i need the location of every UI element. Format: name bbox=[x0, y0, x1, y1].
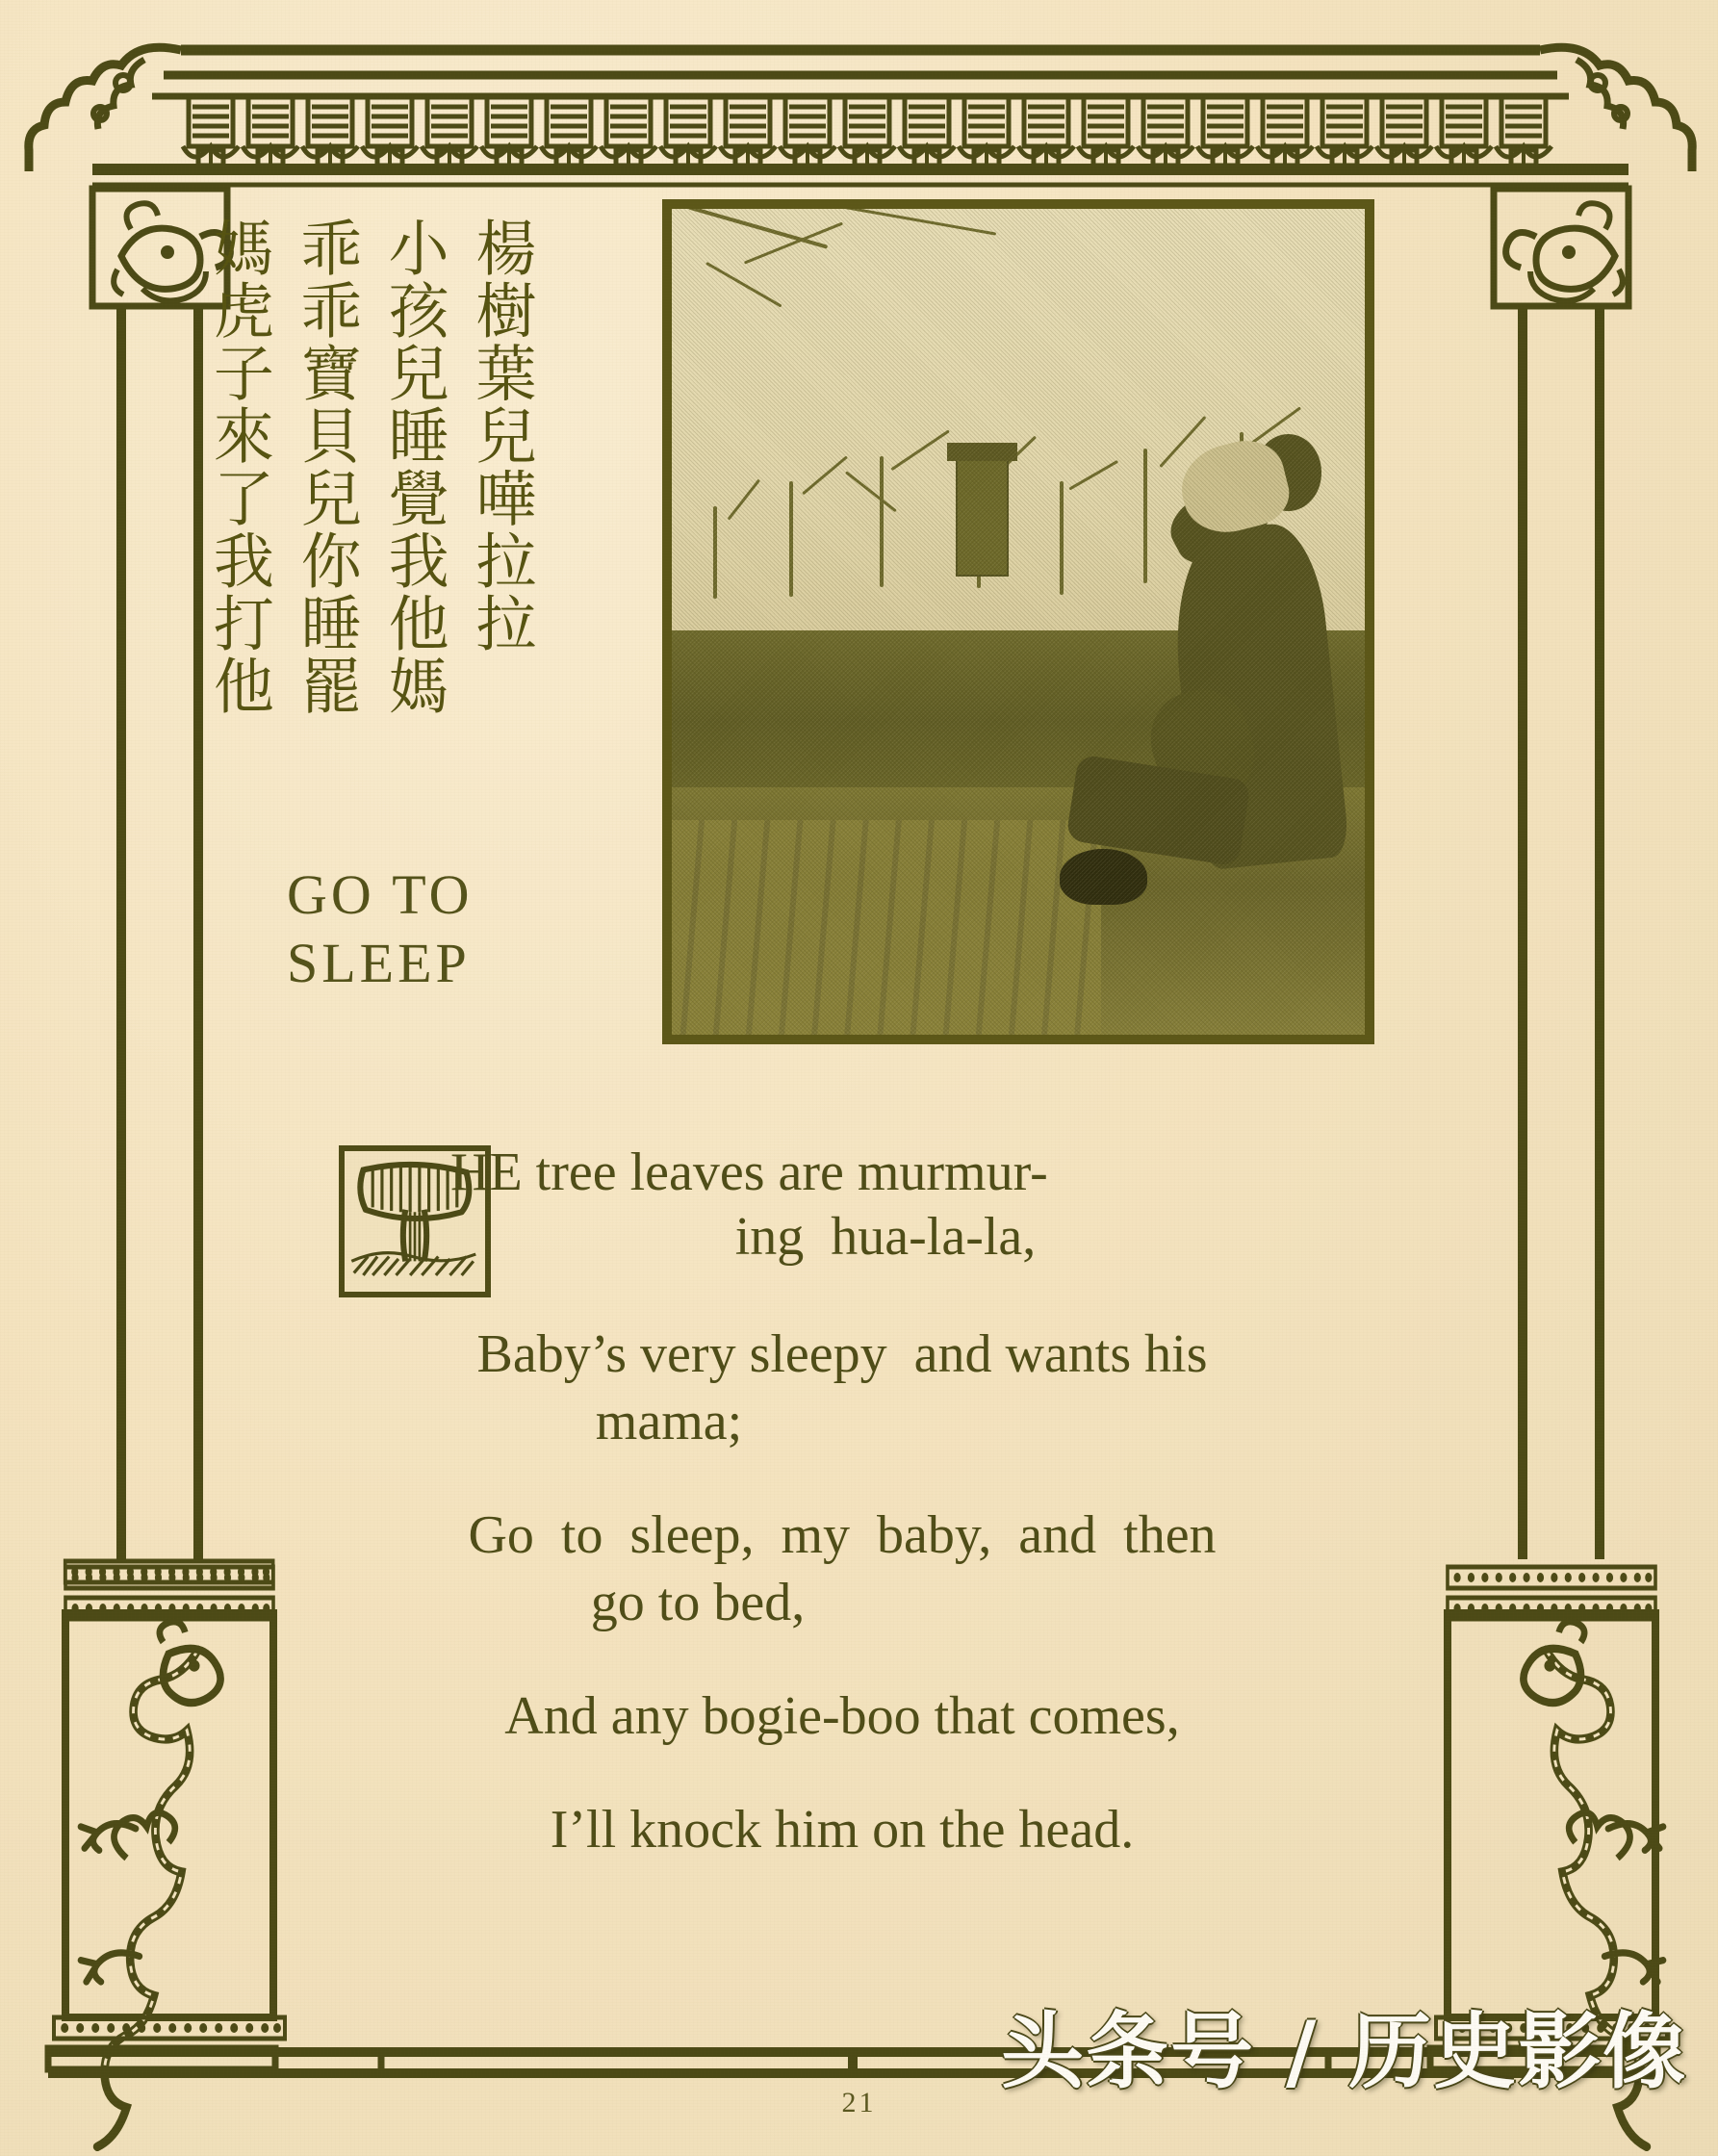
verse-column-2: 小孩兒睡覺我他媽 bbox=[378, 217, 449, 717]
dragon-panel-left bbox=[48, 1561, 285, 2146]
verse-column-1: 楊樹葉兒嘩拉拉 bbox=[466, 217, 537, 654]
photo-halftone-texture bbox=[672, 209, 1365, 1035]
frame-roof bbox=[29, 47, 1692, 185]
poem-line-8: I’ll knock him on the head. bbox=[550, 1800, 1135, 1861]
column-shaft-right bbox=[1523, 306, 1600, 1559]
photograph-frame bbox=[662, 199, 1374, 1044]
poem-line-1: HE tree leaves are murmur- bbox=[450, 1142, 1048, 1202]
column-capital-right bbox=[1494, 189, 1628, 306]
dragon-panel-right bbox=[1430, 1567, 1667, 2146]
page-title bbox=[287, 861, 604, 998]
poem-text bbox=[289, 1141, 1396, 1861]
column-shaft-left bbox=[121, 306, 198, 1559]
poem-line-5: Go to sleep, my baby, and then bbox=[468, 1505, 1217, 1566]
photograph bbox=[672, 209, 1365, 1035]
poem-line-6: go to bed, bbox=[590, 1573, 806, 1633]
page-title-line-1: GO TO bbox=[287, 863, 474, 926]
page-title-line-2: SLEEP bbox=[287, 931, 471, 994]
verse-column-4: 媽虎子來了我打他 bbox=[203, 217, 274, 717]
chinese-verse bbox=[203, 217, 537, 833]
frame-base-rail bbox=[48, 2052, 1657, 2073]
poem-line-7: And any bogie-boo that comes, bbox=[504, 1686, 1180, 1747]
page-number: 21 bbox=[841, 2087, 877, 2118]
poem-line-3: Baby’s very sleepy and wants his bbox=[476, 1324, 1208, 1385]
poem-line-2: ing hua-la-la, bbox=[734, 1207, 1037, 1268]
poem-line-4: mama; bbox=[595, 1392, 743, 1452]
watermark: 头条号 / 历史影像 bbox=[1001, 2004, 1688, 2100]
verse-column-3: 乖乖寶貝兒你睡罷 bbox=[291, 217, 362, 717]
